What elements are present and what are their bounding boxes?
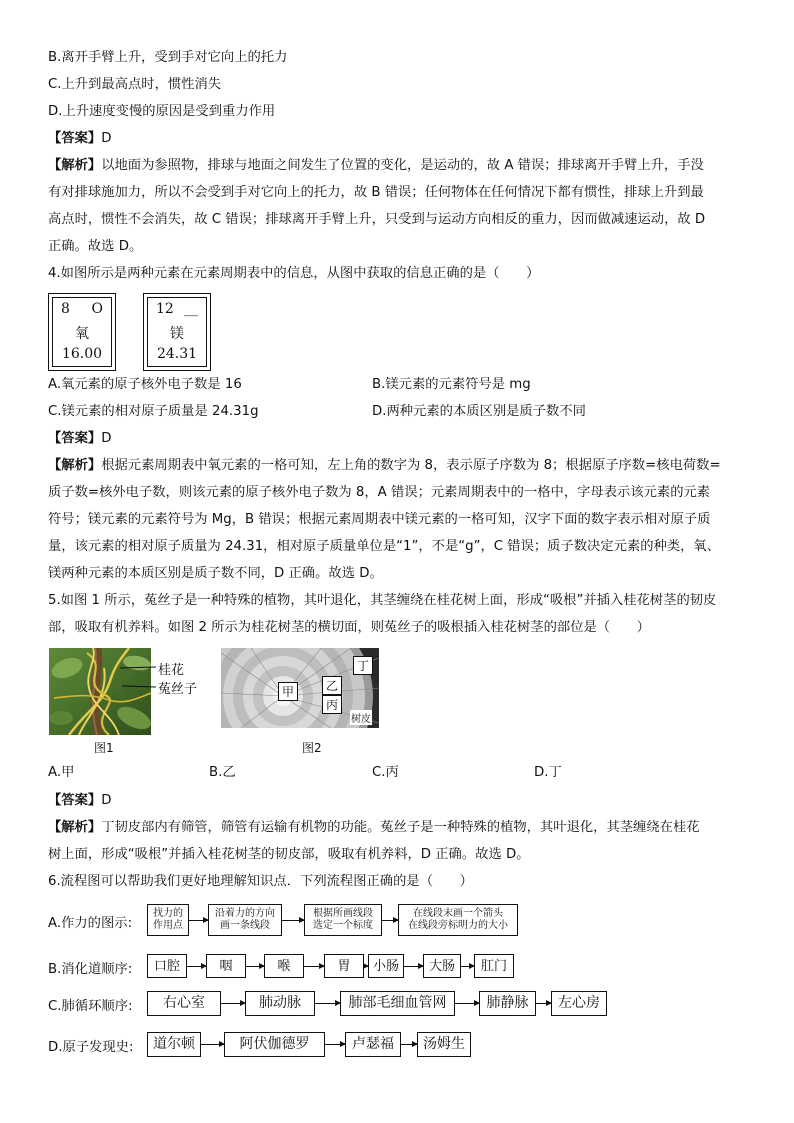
answer-value: D xyxy=(101,131,112,146)
arrow-right-icon xyxy=(536,1003,551,1004)
arrow-right-icon xyxy=(187,966,206,967)
element-name: 镁 xyxy=(170,326,184,342)
arrow-right-icon xyxy=(325,1044,345,1045)
flow-row-b xyxy=(48,954,748,980)
label-yi: 乙 xyxy=(322,676,342,695)
flow-row-d xyxy=(48,1032,748,1058)
label-bark: 树皮 xyxy=(350,710,372,725)
q4-analysis-line-5: 镁两种元素的本质区别是质子数不同，D 正确。故选 D。 xyxy=(48,566,383,581)
q5-stem-line-1: 5.如图 1 所示，菟丝子是一种特殊的植物，其叶退化，其茎缠绕在桂花树上面，形成“吸根”并插入桂花树茎的韧皮 xyxy=(48,593,717,608)
q4-analysis-line-1 xyxy=(48,456,721,476)
q3-answer xyxy=(48,129,111,149)
q5-option-d: D.丁 xyxy=(534,765,562,780)
label-osmanthus: 桂花 xyxy=(158,663,185,678)
flow-box: 左心房 xyxy=(551,991,607,1016)
q4-option-b: B.镁元素的元素符号是 mg xyxy=(372,377,531,392)
flow-box: 喉 xyxy=(264,954,304,978)
atomic-mass: 16.00 xyxy=(61,346,103,362)
arrow-right-icon xyxy=(304,966,324,967)
analysis-tag: 【解析】 xyxy=(48,820,102,835)
q3-analysis-line-3: 高点时，惯性不会消失，故 C 错误；排球离开手臂上升，只受到与运动方向相反的重力，因而做减速运动，故 D xyxy=(48,212,706,227)
q5-option-a: A.甲 xyxy=(48,765,75,780)
q4-analysis-line-3: 符号；镁元素的元素符号为 Mg，B 错误；根据元素周期表中镁元素的一格可知，汉字下面的数字表示相对原子质 xyxy=(48,512,711,527)
arrow-right-icon xyxy=(221,1003,245,1004)
flow-box: 汤姆生 xyxy=(417,1032,471,1057)
answer-tag: 【答案】 xyxy=(48,131,102,146)
q3-option-d: D.上升速度变慢的原因是受到重力作用 xyxy=(48,104,276,119)
flow-box: 肺动脉 xyxy=(245,991,315,1016)
flow-row-c xyxy=(48,991,748,1017)
flow-box: 在线段末画一个箭头 在线段旁标明力的大小 xyxy=(398,904,518,936)
answer-tag: 【答案】 xyxy=(48,793,102,808)
q4-analysis-line-2: 质子数=核外电子数，则该元素的原子核外电子数为 8，A 错误；元素周期表中的一格中，字母表示该元素的元素 xyxy=(48,485,711,500)
flow-label-a: A.作力的图示: xyxy=(48,916,133,931)
q5-option-c: C.丙 xyxy=(372,765,399,780)
flow-box: 胃 xyxy=(324,954,364,978)
element-symbol-blank: __ xyxy=(184,301,198,317)
analysis-text: 以地面为参照物，排球与地面之间发生了位置的变化，是运动的，故 A 错误；排球离开手臂上升，手没 xyxy=(101,158,704,173)
flow-box: 口腔 xyxy=(147,954,187,978)
arrow-right-icon xyxy=(455,1003,479,1004)
q4-option-c: C.镁元素的相对原子质量是 24.31g xyxy=(48,404,259,419)
flow-box: 根据所画线段 选定一个标度 xyxy=(304,904,382,936)
flow-box: 沿着力的方向 画一条线段 xyxy=(208,904,282,936)
arrow-right-icon xyxy=(282,920,304,921)
analysis-tag: 【解析】 xyxy=(48,458,102,473)
q6-stem: 6.流程图可以帮助我们更好地理解知识点．下列流程图正确的是（ ） xyxy=(48,874,473,889)
q5-answer xyxy=(48,791,111,811)
flow-box: 卢瑟福 xyxy=(345,1032,401,1057)
label-bing: 丙 xyxy=(322,695,342,714)
flow-box: 肺静脉 xyxy=(479,991,536,1016)
arrow-right-icon xyxy=(189,920,208,921)
flow-box: 找力的 作用点 xyxy=(147,904,189,936)
q4-answer xyxy=(48,429,111,449)
q4-stem: 4.如图所示是两种元素在元素周期表中的信息，从图中获取的信息正确的是（ ） xyxy=(48,266,540,281)
q5-option-b: B.乙 xyxy=(209,765,236,780)
analysis-text: 丁韧皮部内有筛管，筛管有运输有机物的功能。菟丝子是一种特殊的植物，其叶退化，其茎缠绕在桂花 xyxy=(101,820,700,835)
flow-label-b: B.消化道顺序: xyxy=(48,962,133,977)
arrow-right-icon xyxy=(382,920,398,921)
answer-value: D xyxy=(101,793,112,808)
figure-1-caption: 图1 xyxy=(94,741,114,755)
flow-label-d: D.原子发现史: xyxy=(48,1040,134,1055)
atomic-number: 8 xyxy=(61,301,70,317)
figure-2-caption: 图2 xyxy=(302,741,322,755)
atomic-number: 12 xyxy=(156,301,174,317)
flow-box: 右心室 xyxy=(147,991,221,1016)
flow-box: 阿伏伽德罗 xyxy=(224,1032,325,1057)
q4-option-a: A.氧元素的原子核外电子数是 16 xyxy=(48,377,242,392)
label-jia: 甲 xyxy=(278,682,298,701)
flow-box: 道尔顿 xyxy=(147,1032,201,1057)
flow-box: 肺部毛细血管网 xyxy=(340,991,455,1016)
arrow-right-icon xyxy=(315,1003,340,1004)
flow-box: 肛门 xyxy=(474,954,514,978)
q3-option-b: B.离开手臂上升，受到手对它向上的托力 xyxy=(48,50,288,65)
element-cell-oxygen xyxy=(48,293,116,371)
analysis-tag: 【解析】 xyxy=(48,158,102,173)
arrow-right-icon xyxy=(404,966,423,967)
atomic-mass: 24.31 xyxy=(156,346,198,362)
element-name: 氧 xyxy=(75,326,89,342)
q4-analysis-line-4: 量，该元素的相对原子质量为 24.31，相对原子质量单位是“1”，不是“g”，C 错误；质子数决定元素的种类，氧、 xyxy=(48,539,721,554)
q3-option-c: C.上升到最高点时，惯性消失 xyxy=(48,77,222,92)
figure-1-pointer-lines xyxy=(120,660,160,690)
q5-stem-line-2: 部，吸取有机养料。如图 2 所示为桂花树茎的横切面，则菟丝子的吸根插入桂花树茎的部位是（ ） xyxy=(48,620,650,635)
analysis-text: 根据元素周期表中氧元素的一格可知，左上角的数字为 8，表示原子序数为 8；根据原子序数=核电荷数= xyxy=(101,458,721,473)
flow-box: 大肠 xyxy=(423,954,461,978)
q3-analysis-line-1 xyxy=(48,156,704,176)
flow-box: 咽 xyxy=(206,954,246,978)
arrow-right-icon xyxy=(201,1044,224,1045)
arrow-right-icon xyxy=(461,966,474,967)
arrow-right-icon xyxy=(401,1044,417,1045)
q5-analysis-line-2: 树上面，形成“吸根”并插入桂花树茎的韧皮部，吸取有机养料，D 正确。故选 D。 xyxy=(48,847,530,862)
label-ding: 丁 xyxy=(353,656,373,675)
q5-analysis-line-1 xyxy=(48,818,700,838)
answer-value: D xyxy=(101,431,112,446)
element-cell-magnesium xyxy=(143,293,211,371)
q4-option-d: D.两种元素的本质区别是质子数不同 xyxy=(372,404,586,419)
answer-tag: 【答案】 xyxy=(48,431,102,446)
q3-analysis-line-4: 正确。故选 D。 xyxy=(48,239,143,254)
element-symbol: O xyxy=(91,301,103,317)
flow-row-a xyxy=(48,904,748,936)
label-dodder: 菟丝子 xyxy=(158,682,198,697)
flow-box: 小肠 xyxy=(368,954,404,978)
arrow-right-icon xyxy=(246,966,264,967)
q3-analysis-line-2: 有对排球施加力，所以不会受到手对它向上的托力，故 B 错误；任何物体在任何情况下都有惯性，排球上升到最 xyxy=(48,185,704,200)
flow-label-c: C.肺循环顺序: xyxy=(48,999,133,1014)
